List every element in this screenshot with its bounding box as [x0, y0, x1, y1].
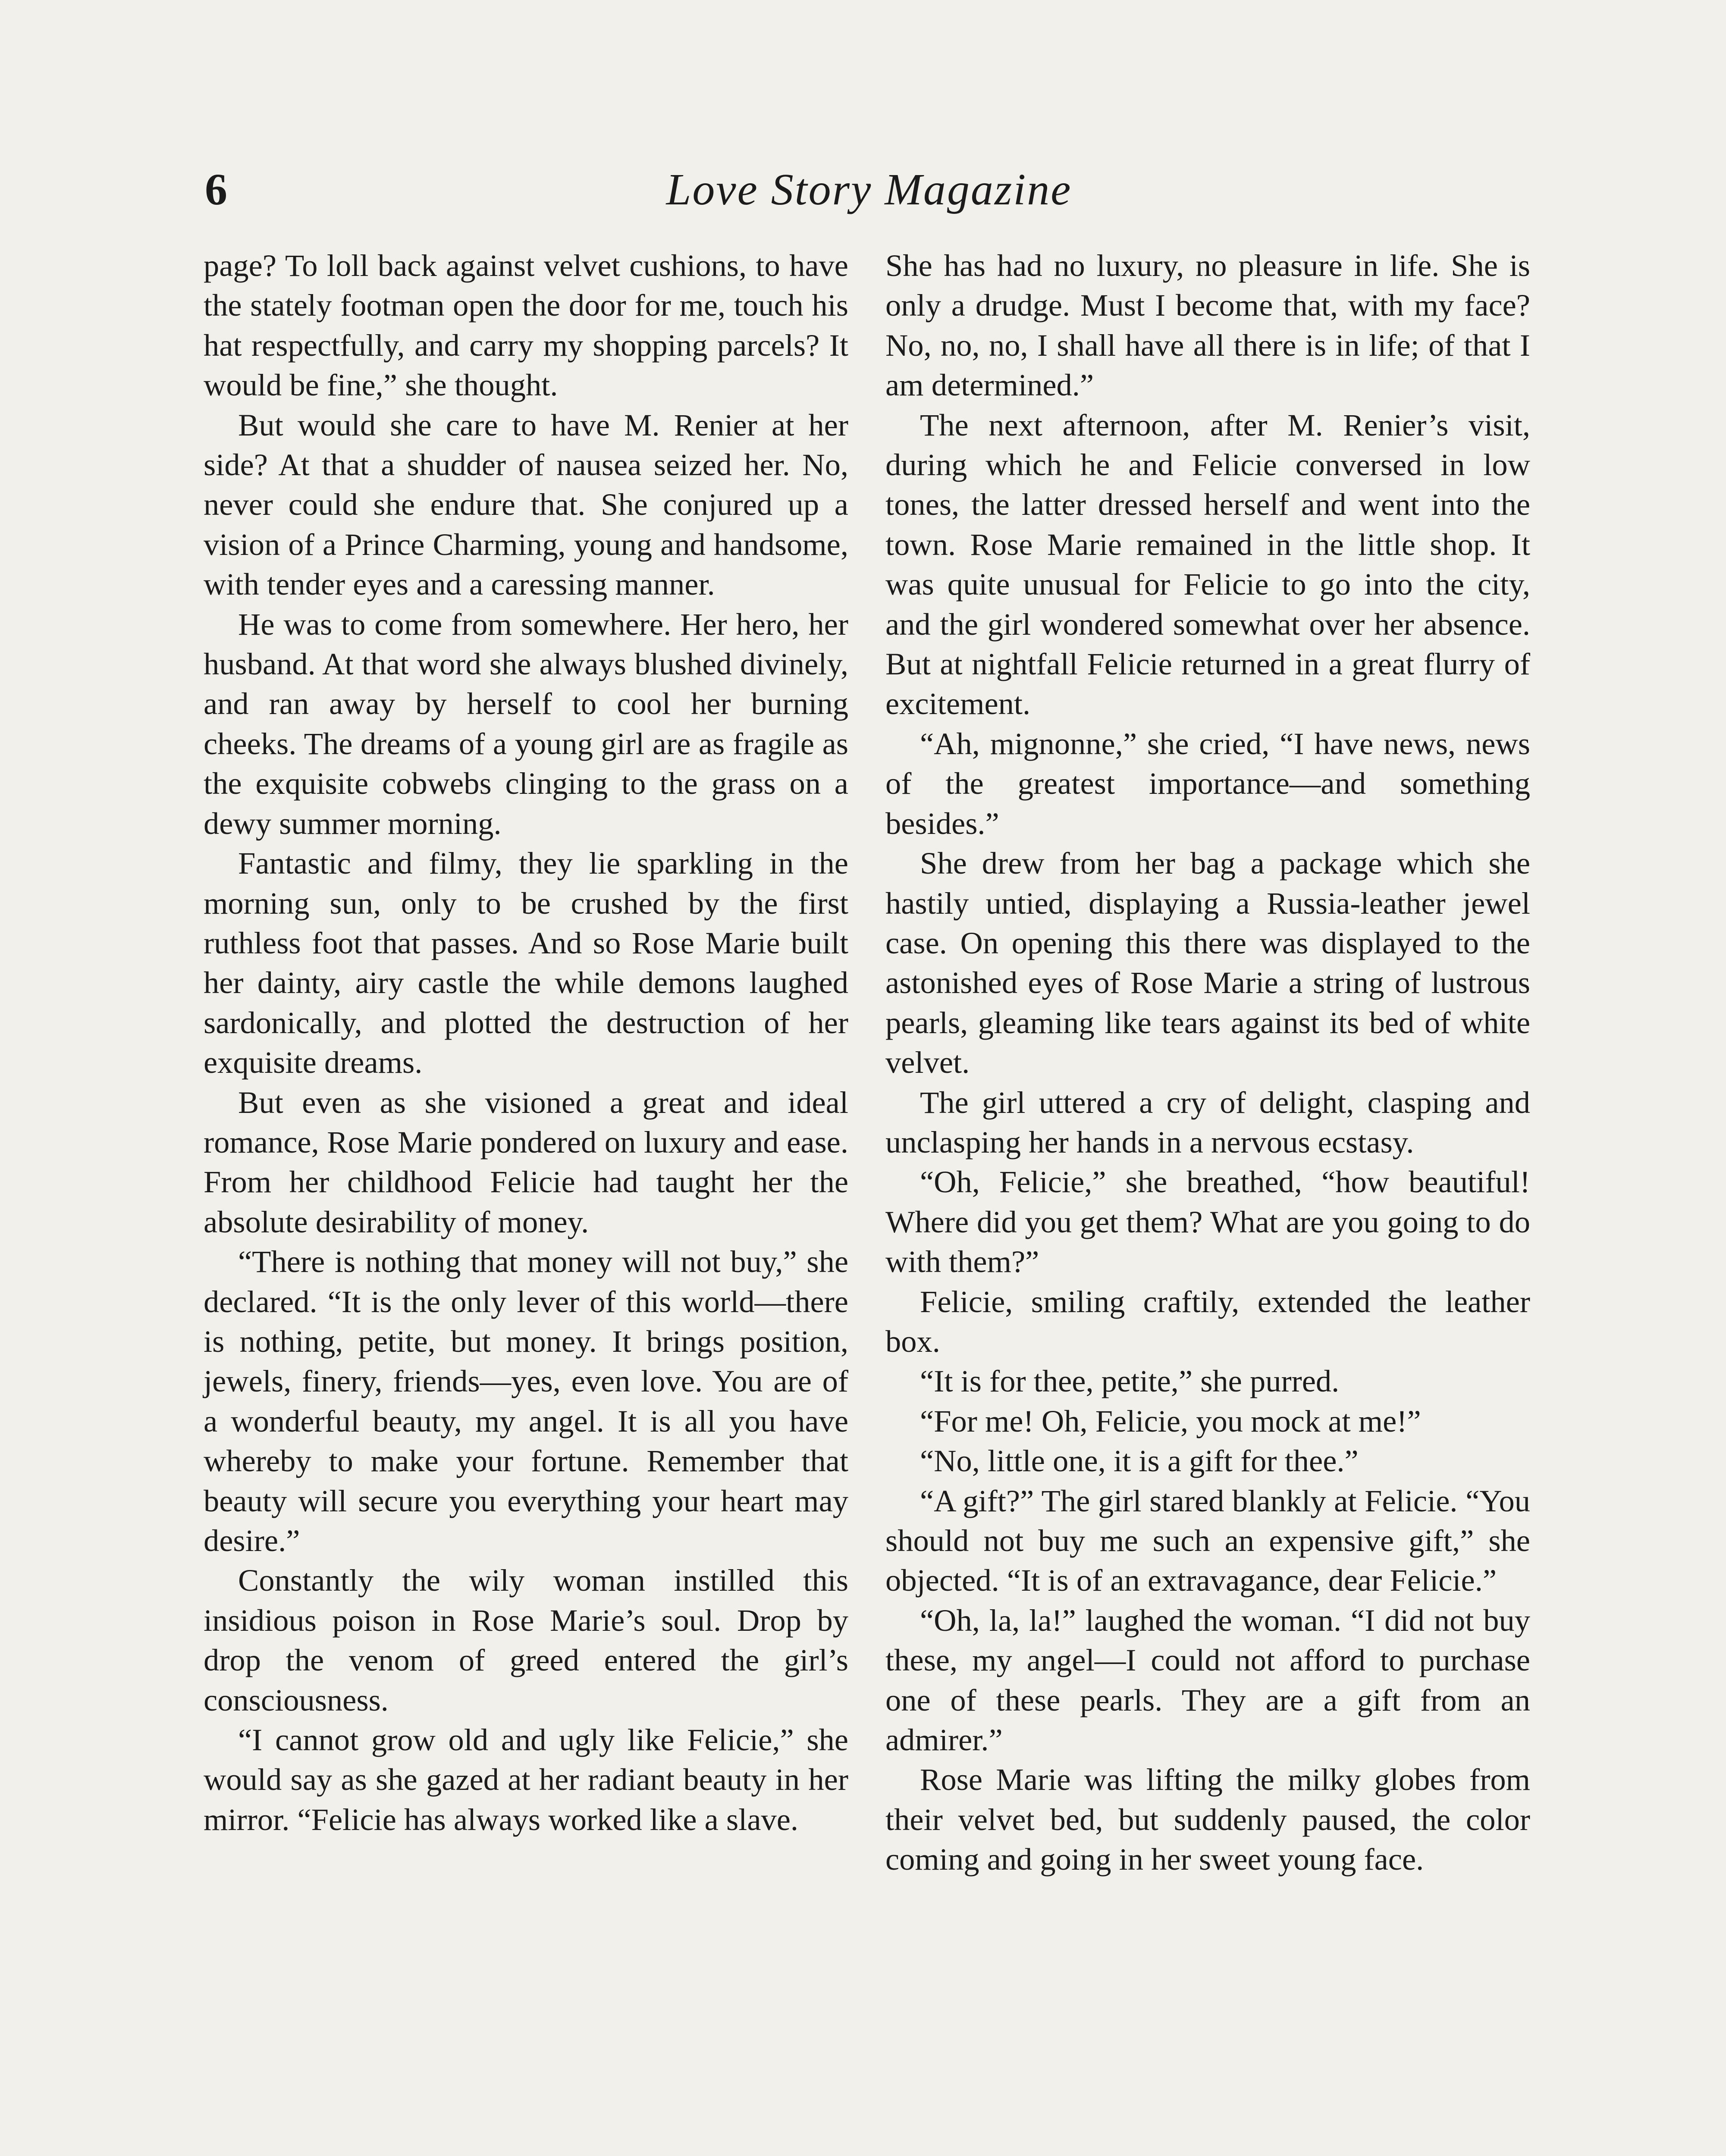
- paragraph: But even as she visioned a great and ideal romance, Rose Marie pondered on luxury and ease. From her childhood Felicie had taught her the absolute desirability of money.: [204, 1084, 848, 1239]
- paragraph: “No, little one, it is a gift for thee.”: [920, 1443, 1359, 1479]
- paragraph: “I cannot grow old and ugly like Felicie,” she would say as she gazed at her radiant beauty in her mirror. “Felicie has always worked like a slave.: [204, 1722, 848, 1837]
- paragraph: “It is for thee, petite,” she purred.: [920, 1363, 1340, 1399]
- paragraph: “Ah, mignonne,” she cried, “I have news, news of the greatest importance—and something besides.”: [885, 726, 1530, 841]
- paragraph: “A gift?” The girl stared blankly at Felicie. “You should not buy me such an expensive gift,” she objected. “It is of an extravagance, dear Felicie.”: [885, 1483, 1530, 1598]
- paragraph: The next afternoon, after M. Renier’s visit, during which he and Felicie conversed in low tones, the latter dressed herself and went into the town. Rose Marie remained in the little shop. It was quite unusual for Felicie to go into the city, and the girl wondered somewhat over her absence. But at nightfall Felicie returned in a great flurry of excitement.: [885, 407, 1530, 721]
- paragraph: But would she care to have M. Renier at her side? At that a shudder of nausea seized her. No, never could she endure that. She conjured up a vision of a Prince Charming, young and handsome, with tender eyes and a caressing manner.: [204, 407, 848, 602]
- paragraph: She has had no luxury, no pleasure in life. She is only a drudge. Must I become that, with my face? No, no, no, I shall have all there is in life; of that I am determined.”: [885, 248, 1530, 403]
- paragraph: Constantly the wily woman instilled this insidious poison in Rose Marie’s soul. Drop by drop the venom of greed entered the girl’s consciousness.: [204, 1563, 848, 1717]
- paragraph: “Oh, Felicie,” she breathed, “how beautiful! Where did you get them? What are you going to do with them?”: [885, 1164, 1530, 1279]
- paragraph: He was to come from somewhere. Her hero, her husband. At that word she always blushed divinely, and ran away by herself to cool her burning cheeks. The dreams of a young girl are as fragile as the exquisite cobwebs clinging to the grass on a dewy summer morning.: [204, 606, 848, 841]
- page-number: 6: [205, 165, 227, 214]
- paragraph: She drew from her bag a package which she hastily untied, displaying a Russia-leather jewel case. On opening this there was displayed to the astonished eyes of Rose Marie a string of lustrous pearls, gleaming like tears against its bed of white velvet.: [885, 846, 1530, 1080]
- text-column-right: [885, 246, 1530, 1880]
- paragraph: Felicie, smiling craftily, extended the leather box.: [885, 1284, 1530, 1359]
- text-column-left: [204, 246, 848, 1839]
- paragraph: page? To loll back against velvet cushions, to have the stately footman open the door for me, touch his hat respectfully, and carry my shopping parcels? It would be fine,” she thought.: [204, 248, 848, 403]
- paragraph: “Oh, la, la!” laughed the woman. “I did not buy these, my angel—I could not afford to purchase one of these pearls. They are a gift from an admirer.”: [885, 1602, 1530, 1758]
- paragraph: “There is nothing that money will not buy,” she declared. “It is the only lever of this world—there is nothing, petite, but money. It brings position, jewels, finery, friends—yes, even love. You are of a wonderful beauty, my angel. It is all you have whereby to make your fortune. Remember that beauty will secure you everything your heart may desire.”: [204, 1244, 848, 1558]
- paragraph: “For me! Oh, Felicie, you mock at me!”: [920, 1403, 1421, 1438]
- magazine-title: Love Story Magazine: [666, 165, 1072, 214]
- page-header: [205, 160, 1533, 229]
- paragraph: Fantastic and filmy, they lie sparkling in the morning sun, only to be crushed by the first ruthless foot that passes. And so Rose Marie built her dainty, airy castle the while demons laughed sardonically, and plotted the destruction of her exquisite dreams.: [204, 846, 848, 1080]
- paragraph: The girl uttered a cry of delight, clasping and unclasping her hands in a nervous ecstasy.: [885, 1084, 1530, 1159]
- paragraph: Rose Marie was lifting the milky globes from their velvet bed, but suddenly paused, the color coming and going in her sweet young face.: [885, 1762, 1530, 1877]
